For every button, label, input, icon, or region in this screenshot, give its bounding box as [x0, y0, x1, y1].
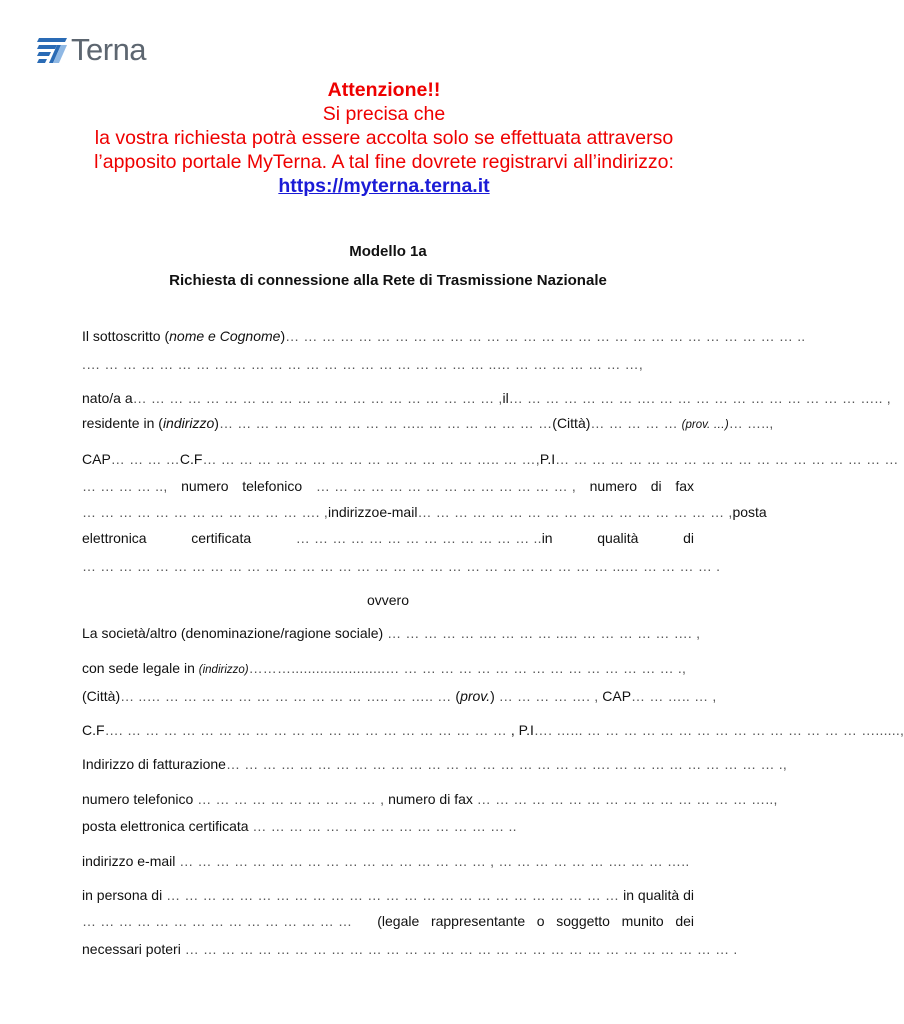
fill-line: …. …... … … … … … … … … … … … … … … … …......, — [533, 722, 904, 738]
fill-line: … … … … … … … … … … … … … .. — [295, 530, 542, 546]
fill-line: … … … … … … … … … … … … … … … … … … … … … … … … … … … … .. — [285, 328, 806, 344]
fill-line: … … … … … … … … … … … … … … … — [82, 913, 353, 929]
label-cap: CAP — [602, 688, 632, 704]
fill-line: … … … … … … … … … … … … … … , — [315, 478, 576, 494]
fill-line: … … … … … … … … … … … … … … … ….., — [476, 791, 778, 807]
fill-line: … … … … … … … … … … ….. … … … … … … … — [218, 415, 553, 431]
label-cap: CAP — [82, 451, 111, 467]
label-sede-legale: con sede legale in — [82, 660, 199, 676]
fill-line: … … … … … … … …. … … … … … … … … … … … ….. , — [508, 390, 891, 406]
label-citta: (Città) — [552, 415, 591, 431]
label-nato-a: nato/a a — [82, 390, 133, 406]
fill-line: …. … … … … … … … … … … … … … … … … … … … … … — [104, 722, 507, 738]
label-fax: fax — [675, 478, 694, 494]
fill-line: … … … … … … … … … … … … … … … … … , — [417, 504, 733, 520]
field-cap-cf-pi[interactable] — [82, 450, 899, 468]
label-indirizzo: indirizzo — [327, 504, 380, 520]
fill-line: ……….......................… … … … … … … … … … … … … … … … ., — [248, 660, 687, 676]
field-sede-legale[interactable] — [82, 659, 694, 679]
label-email: indirizzo e-mail — [82, 853, 176, 869]
terna-logo — [37, 34, 146, 66]
label-numero-fax: numero di fax — [388, 791, 473, 807]
label-di: di — [151, 887, 163, 903]
label-sottoscritto: Il sottoscritto ( — [82, 328, 170, 344]
notice-line-4: l’apposito portale MyTerna. A tal fine dovrete registrarvi all’indirizzo: — [94, 151, 674, 173]
label-open: ( — [451, 688, 461, 704]
field-residenza[interactable] — [82, 414, 774, 434]
field-nascita[interactable] — [82, 389, 891, 407]
fill-line: … … … … … … … … … … … … … … … ….. … …, — [202, 451, 540, 467]
attention-notice — [0, 78, 768, 198]
label-fatturazione: Indirizzo di fatturazione — [82, 756, 226, 772]
label-cf: C.F — [82, 722, 105, 738]
label-certificata: certificata — [191, 530, 252, 546]
label-email: e-mail — [379, 504, 418, 520]
label-societa: La società/altro (denominazione/ragione sociale) — [82, 625, 384, 641]
field-poteri[interactable] — [82, 940, 738, 958]
fill-line: … … … … .., — [82, 478, 168, 494]
model-title: Modello 1a — [349, 243, 427, 260]
fill-line: … … … … … … … … … … … … … … .. — [252, 818, 517, 834]
label-legale-rappresentante: (legale rappresentante o soggetto munito dei — [377, 913, 694, 929]
field-pec[interactable] — [82, 529, 694, 547]
label-close: ) — [490, 688, 495, 704]
ovvero-label: ovvero — [366, 592, 410, 608]
field-cf-pi[interactable]: C.F…. … … … … … … … … … … … … … … … … … … … … … , P.I…. …... … … … … … … … … … … … … … … … …......, — [82, 722, 904, 738]
label-pi: P.I — [518, 722, 534, 738]
notice-line-2: Si precisa che — [322, 103, 446, 125]
label-il: il — [502, 390, 509, 406]
fill-line: … … … … … … … … … … … … … … … … … … … … … … … … … … … … … … . — [184, 941, 738, 957]
field-in-persona[interactable] — [82, 886, 694, 904]
label-cf: C.F — [179, 451, 203, 467]
fill-line: … ….., — [728, 415, 774, 431]
label-in: in — [541, 530, 553, 546]
fill-line: … … ….. … , — [631, 688, 717, 704]
label-prov: (prov. …) — [681, 419, 729, 431]
fill-line: … … … … … …. … … … ..… … … … … … …. , — [387, 625, 701, 641]
field-fatturazione[interactable] — [82, 755, 787, 773]
label-pi: P.I — [539, 451, 556, 467]
field-telefono-fax-2[interactable] — [82, 790, 778, 808]
fill-line: … … … … … — [590, 415, 678, 431]
label-indirizzo: (indirizzo) — [198, 664, 249, 676]
label-persona: persona — [96, 887, 148, 903]
label-numero-telefonico: numero telefonico — [82, 791, 194, 807]
field-societa[interactable] — [82, 624, 701, 642]
notice-heading: Attenzione!! — [327, 79, 441, 101]
fill-line: … … … … … … … … … … , — [197, 791, 385, 807]
fill-line: … … … … … … … … … … … … … … … … … … … … … … … … … — [166, 887, 620, 903]
fill-line: … … … … … … … … … … … … …. , — [82, 504, 328, 520]
fill-line: … … … … … … … … … … … … … … … … … … … … … … … … … … … … … ...… … … … … . — [82, 558, 721, 574]
field-pec-2[interactable] — [82, 817, 694, 835]
label-indirizzo: indirizzo — [162, 415, 215, 431]
label-close: ) — [280, 328, 286, 344]
fill-line: .… … … … … … … … … … … … … … … … … … … … … … ..… … … … … … … …, — [82, 356, 643, 372]
label-close: ) — [214, 415, 219, 431]
label-citta: (Città) — [82, 688, 121, 704]
label-qualita: qualità — [597, 530, 639, 546]
field-email[interactable] — [82, 503, 767, 521]
fill-line: … … … … … … … … … … … … … … … … … … … … …. … … … … … … … … … ., — [225, 756, 787, 772]
label-prov: prov. — [460, 688, 491, 704]
fill-line: … … … … … … … … … … … … … … … … … … … … , — [132, 390, 503, 406]
label-qualita: qualità — [637, 887, 680, 903]
label-elettronica: elettronica — [82, 530, 147, 546]
field-telefono-fax[interactable] — [82, 477, 694, 495]
fill-line: … … … … …. , — [498, 688, 599, 704]
label-posta: posta — [732, 504, 767, 520]
field-qualita[interactable] — [82, 557, 721, 575]
myterna-link[interactable]: https://myterna.terna.it — [278, 175, 490, 197]
field-rappresentante[interactable] — [82, 912, 694, 930]
field-citta-prov-cap[interactable] — [82, 687, 717, 705]
label-in: in — [623, 887, 635, 903]
label-di: di — [683, 530, 694, 546]
label-di: di — [650, 478, 662, 494]
fill-line: … … … … — [110, 451, 180, 467]
label-pec: posta elettronica certificata — [82, 818, 249, 834]
label-numero: numero — [181, 478, 229, 494]
label-nome-cognome: nome e Cognome — [169, 328, 281, 344]
fill-line: … … … … … … … … … … … … … … … … … , … … … … … … …. … … ….. — [179, 853, 690, 869]
label-telefonico: telefonico — [242, 478, 303, 494]
notice-line-3: la vostra richiesta potrà essere accolta solo se effettuata attraverso — [94, 127, 674, 149]
field-nome-cognome-cont[interactable] — [82, 355, 694, 373]
field-email-2[interactable] — [82, 852, 694, 870]
terna-logo-text: Terna — [71, 32, 147, 67]
label-poteri: necessari poteri — [82, 941, 181, 957]
fill-line: … … … … … … … … … … … … … … … … … … … — [555, 451, 899, 467]
terna-logo-mark-icon — [37, 36, 69, 64]
fill-line: … ..… … … … … … … … … … … … ….. … ….. … — [120, 688, 452, 704]
label-di: di — [683, 887, 694, 903]
label-residente: residente in ( — [82, 415, 163, 431]
label-numero: numero — [589, 478, 638, 494]
form-subtitle: Richiesta di connessione alla Rete di Trasmissione Nazionale — [169, 272, 607, 289]
field-nome-cognome[interactable] — [82, 327, 806, 345]
label-in: in — [82, 887, 93, 903]
